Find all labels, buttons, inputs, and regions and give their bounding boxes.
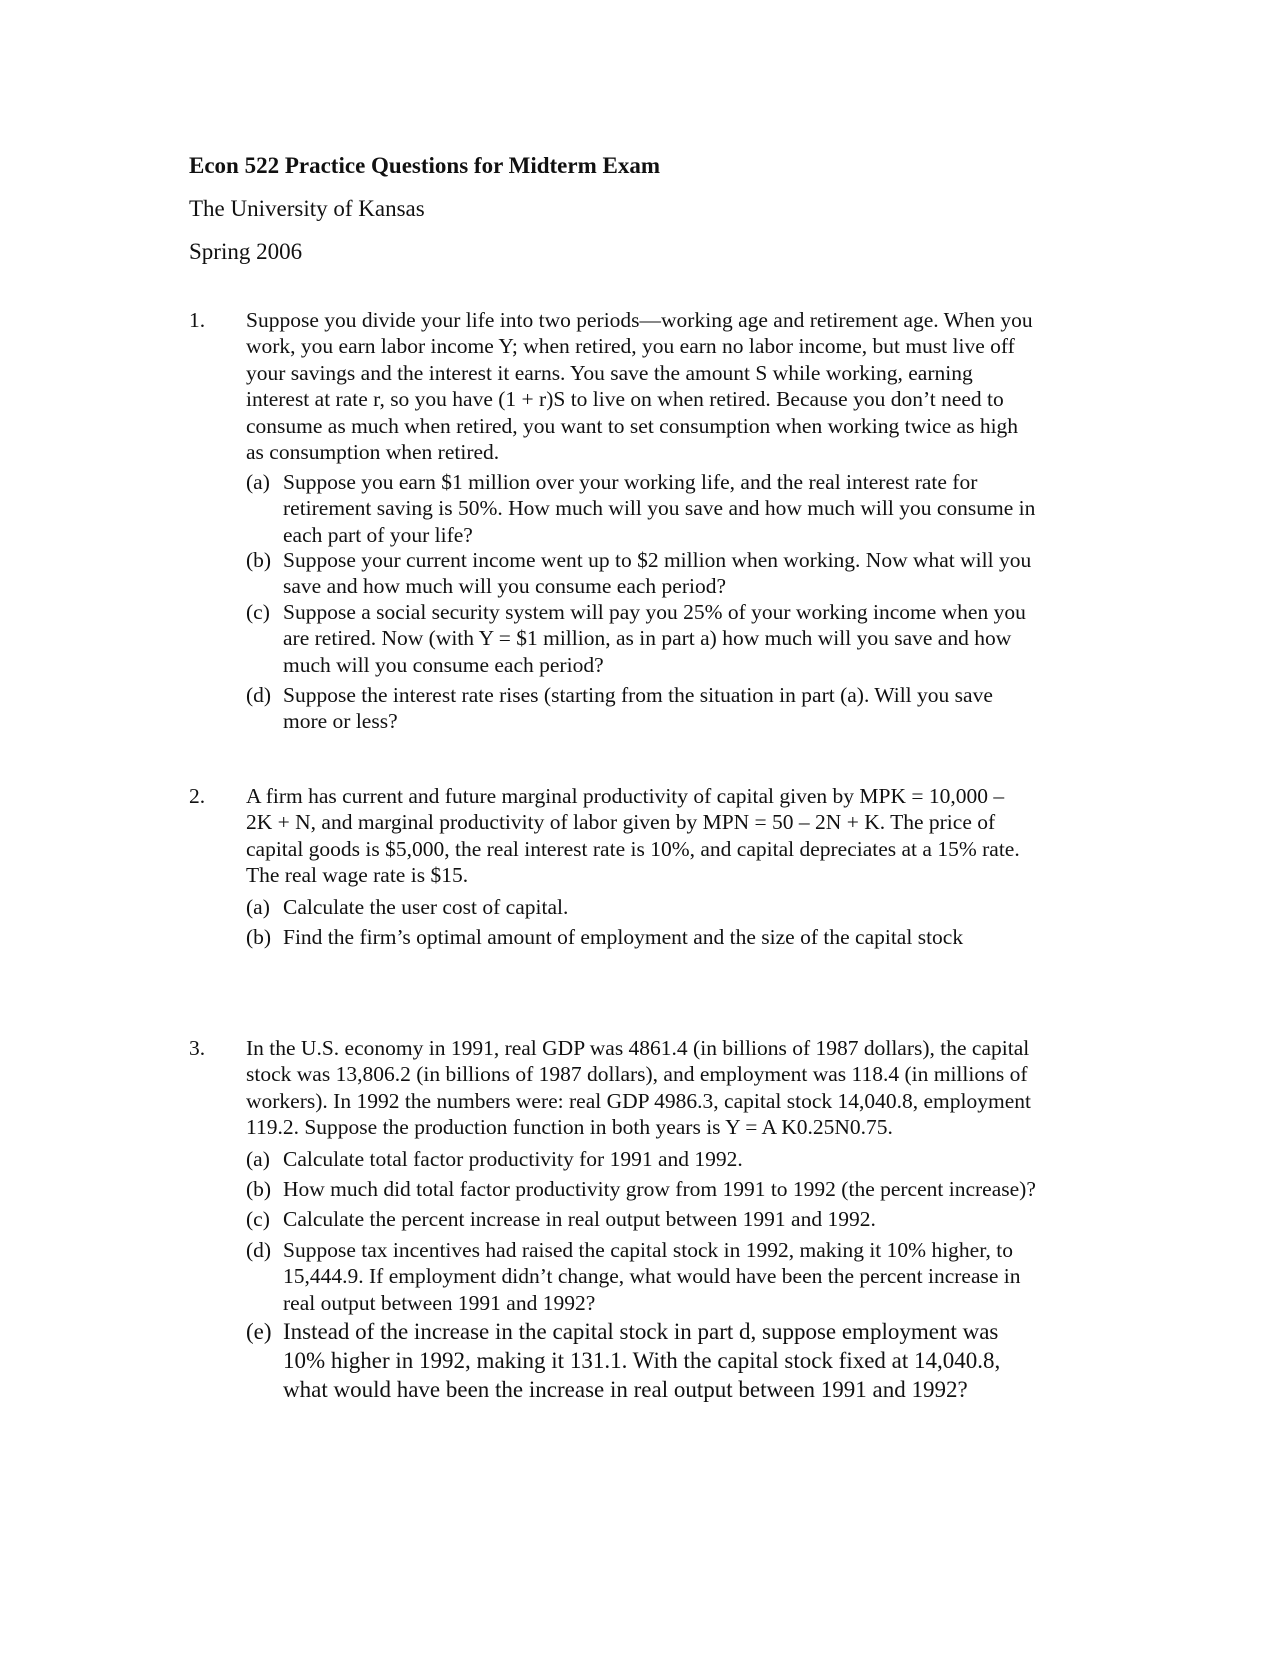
question-line: as consumption when retired. — [246, 440, 500, 465]
question-line: interest at rate r, so you have (1 + r)S to live on when retired. Because you don’t need to — [246, 387, 1004, 412]
part-line: How much did total factor productivity grow from 1991 to 1992 (the percent increase)? — [283, 1177, 1036, 1201]
part-line: what would have been the increase in real output between 1991 and 1992? — [283, 1377, 968, 1402]
part-label: (c) — [246, 600, 270, 624]
question-line: work, you earn labor income Y; when retired, you earn no labor income, but must live off — [246, 334, 1015, 359]
part-line: 10% higher in 1992, making it 131.1. With the capital stock fixed at 14,040.8, — [283, 1348, 1001, 1373]
question-line: your savings and the interest it earns. You save the amount S while working, earning — [246, 360, 973, 385]
part-line: Suppose you earn $1 million over your working life, and the real interest rate for — [283, 470, 978, 494]
question-line: stock was 13,806.2 (in billions of 1987 dollars), and employment was 118.4 (in millions of — [246, 1062, 1028, 1087]
part-label: (a) — [246, 895, 270, 919]
part-line: more or less? — [283, 709, 398, 734]
part-line: each part of your life? — [283, 522, 473, 547]
question-line: workers). In 1992 the numbers were: real GDP 4986.3, capital stock 14,040.8, employment — [246, 1088, 1031, 1113]
question-line: A firm has current and future marginal productivity of capital given by MPK = 10,000 – — [246, 784, 1005, 808]
question-text — [246, 1035, 1089, 1141]
part-label: (d) — [246, 1238, 272, 1262]
term-label: Spring 2006 — [189, 239, 303, 264]
part-line: are retired. Now (with Y = $1 million, as in part a) how much will you save and how — [283, 626, 1012, 651]
question-number: 1. — [189, 308, 206, 332]
part-line: Calculate the percent increase in real output between 1991 and 1992. — [283, 1207, 876, 1231]
part-label: (d) — [246, 683, 272, 707]
part-label: (b) — [246, 925, 272, 949]
part-label: (e) — [246, 1319, 272, 1344]
question-line: In the U.S. economy in 1991, real GDP was 4861.4 (in billions of 1987 dollars), the capital — [246, 1036, 1030, 1060]
part-label: (b) — [246, 1177, 272, 1201]
part-label: (a) — [246, 470, 270, 494]
question-line: 119.2. Suppose the production function in both years is Y = A K0.25N0.75. — [246, 1115, 893, 1140]
question-number: 3. — [189, 1036, 206, 1060]
document-title: Econ 522 Practice Questions for Midterm Exam — [189, 153, 660, 178]
part-line: Suppose a social security system will pay you 25% of your working income when you — [283, 600, 1026, 624]
part-label: (b) — [246, 548, 272, 572]
question-line: capital goods is $5,000, the real interest rate is 10%, and capital depreciates at a 15% rate. — [246, 836, 1020, 861]
part-line: 15,444.9. If employment didn’t change, what would have been the percent increase in — [283, 1264, 1021, 1289]
question-line: 2K + N, and marginal productivity of labor given by MPN = 50 – 2N + K. The price of — [246, 810, 996, 835]
part-line: Instead of the increase in the capital stock in part d, suppose employment was — [283, 1319, 999, 1344]
institution-name: The University of Kansas — [189, 196, 425, 221]
question-text — [246, 783, 1089, 889]
part-label: (a) — [246, 1147, 270, 1171]
part-line: Calculate total factor productivity for 1991 and 1992. — [283, 1147, 743, 1171]
part-line: Calculate the user cost of capital. — [283, 895, 569, 919]
part-line: real output between 1991 and 1992? — [283, 1290, 596, 1315]
question-number: 2. — [189, 784, 206, 808]
question-line: consume as much when retired, you want to set consumption when working twice as high — [246, 413, 1019, 438]
part-line: retirement saving is 50%. How much will you save and how much will you consume in — [283, 496, 1036, 521]
part-label: (c) — [246, 1207, 270, 1231]
part-line: save and how much will you consume each period? — [283, 574, 727, 599]
part-line: Suppose tax incentives had raised the capital stock in 1992, making it 10% higher, to — [283, 1238, 1013, 1262]
part-line: much will you consume each period? — [283, 652, 604, 677]
part-line: Find the firm’s optimal amount of employment and the size of the capital stock — [283, 925, 964, 949]
question-text — [246, 307, 1089, 465]
question-line: Suppose you divide your life into two periods—working age and retirement age. When you — [246, 308, 1033, 332]
part-line: Suppose the interest rate rises (starting from the situation in part (a). Will you save — [283, 683, 993, 707]
question-line: The real wage rate is $15. — [246, 863, 469, 888]
part-line: Suppose your current income went up to $2 million when working. Now what will you — [283, 548, 1032, 572]
